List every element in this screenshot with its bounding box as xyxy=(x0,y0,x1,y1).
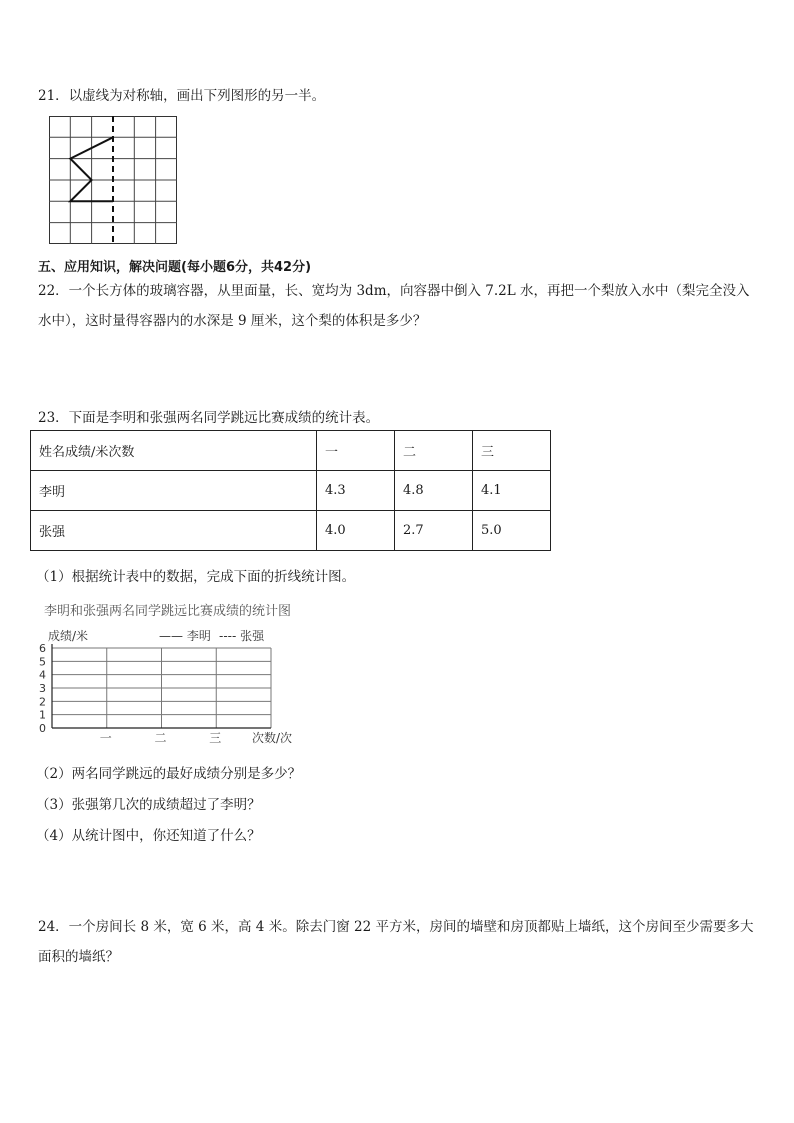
chart-x-tick-label: 一 xyxy=(99,731,112,745)
chart-y-tick-label: 1 xyxy=(39,708,46,722)
table-header-cell: 姓名成绩/米次数 xyxy=(31,431,317,471)
table-cell: 4.1 xyxy=(473,471,551,511)
q23-sub1: （1）根据统计表中的数据，完成下面的折线统计图。 xyxy=(36,569,356,585)
chart-title: 李明和张强两名同学跳远比赛成绩的统计图 xyxy=(44,604,292,619)
chart-y-tick-label: 0 xyxy=(39,722,46,735)
chart-y-tick-label: 3 xyxy=(39,682,46,695)
q21-text: 21．以虚线为对称轴，画出下列图形的另一半。 xyxy=(38,88,326,104)
table-cell: 5.0 xyxy=(473,511,551,551)
chart-legend-liming: —— 李明 xyxy=(159,629,211,643)
chart-legend-zhangqiang: ---- 张强 xyxy=(219,629,265,643)
q22-text: 22．一个长方体的玻璃容器，从里面量，长、宽均为 3dm，向容器中倒入 7.2L 水，再把一个梨放入水中（梨完全没入水中），这时量得容器内的水深是 9 厘米，这个梨的体积是多少？ xyxy=(38,283,750,329)
chart-xlabel: 次数/次 xyxy=(252,731,293,745)
table-cell: 张强 xyxy=(31,511,317,551)
chart-y-tick-label: 5 xyxy=(39,655,46,669)
table-header-cell: 二 xyxy=(395,431,473,471)
q23-sub3: （3）张强第几次的成绩超过了李明？ xyxy=(36,797,261,813)
table-row xyxy=(31,511,551,551)
table-header-cell: 一 xyxy=(317,431,395,471)
q23-sub2: （2）两名同学跳远的最好成绩分别是多少？ xyxy=(36,766,302,782)
score-table xyxy=(30,430,551,551)
q23-sub4: （4）从统计图中，你还知道了什么？ xyxy=(36,828,261,844)
chart-x-tick-label: 三 xyxy=(209,731,222,745)
table-cell: 2.7 xyxy=(395,511,473,551)
table-cell: 李明 xyxy=(31,471,317,511)
table-header-row xyxy=(31,431,551,471)
symmetry-grid-figure xyxy=(49,116,179,246)
table-cell: 4.3 xyxy=(317,471,395,511)
section5-heading: 五、应用知识，解决问题(每小题6分，共42分) xyxy=(38,260,312,275)
table-cell: 4.8 xyxy=(395,471,473,511)
chart-ylabel: 成绩/米 xyxy=(48,629,89,643)
q23-text: 23．下面是李明和张强两名同学跳远比赛成绩的统计表。 xyxy=(38,410,380,426)
line-chart xyxy=(36,600,306,748)
table-header-cell: 三 xyxy=(473,431,551,471)
chart-y-tick-label: 6 xyxy=(39,642,46,655)
chart-y-tick-label: 4 xyxy=(39,668,46,682)
chart-x-tick-label: 二 xyxy=(154,731,167,745)
table-row xyxy=(31,471,551,511)
q24-text: 24．一个房间长 8 米，宽 6 米，高 4 米。除去门窗 22 平方米，房间的墙壁和房顶都贴上墙纸，这个房间至少需要多大面积的墙纸？ xyxy=(38,919,754,965)
table-cell: 4.0 xyxy=(317,511,395,551)
chart-y-tick-label: 2 xyxy=(39,695,46,709)
